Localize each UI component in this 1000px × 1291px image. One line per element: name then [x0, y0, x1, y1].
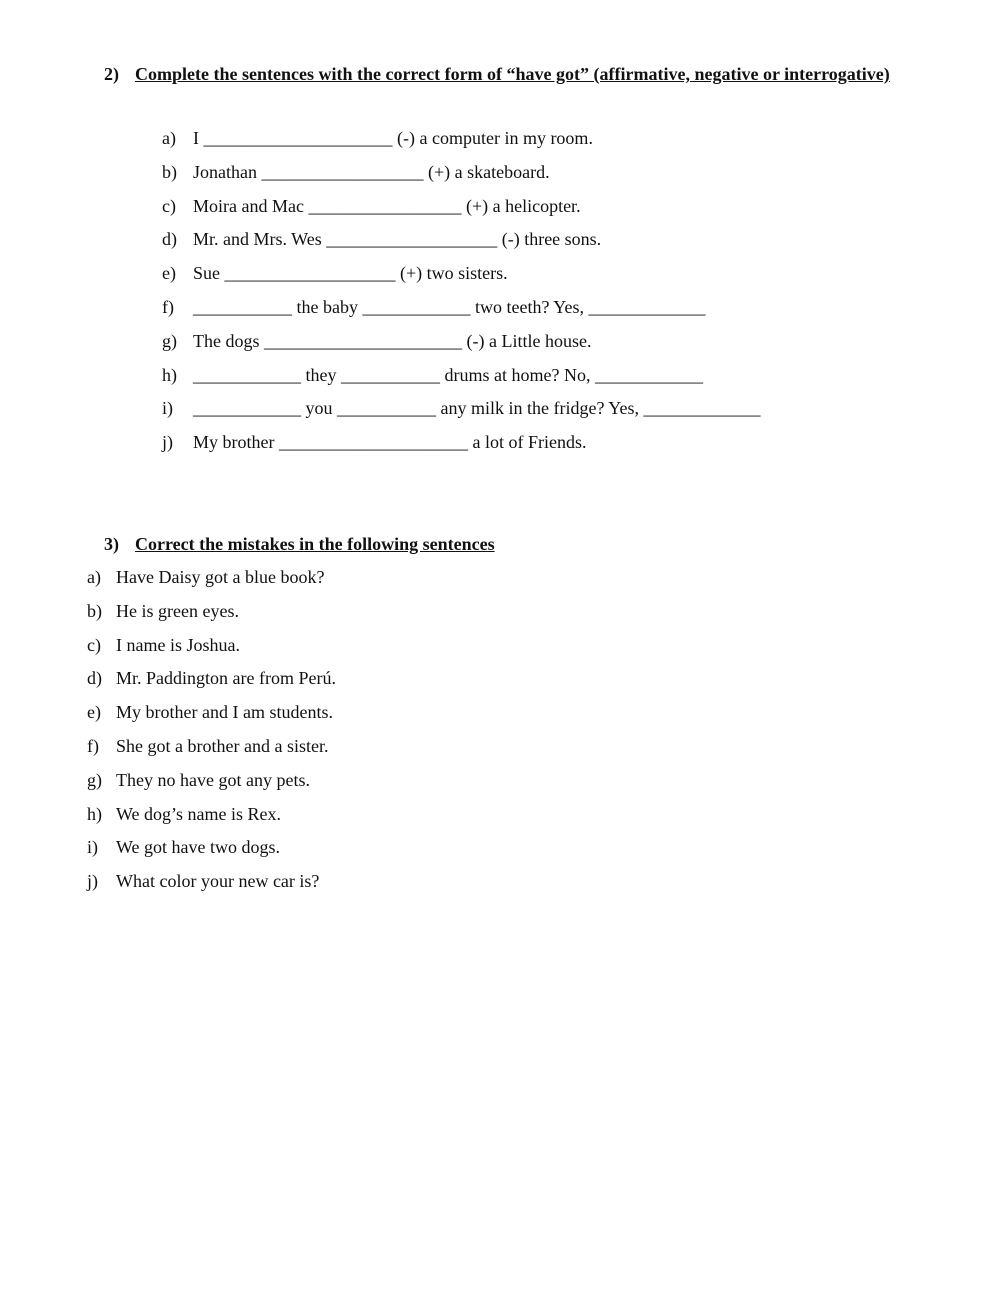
section-2-item-e [162, 257, 922, 291]
section-3-item-g [87, 764, 787, 798]
section-3-heading [104, 529, 495, 559]
section-3-item-j [87, 865, 787, 899]
item-sentence: We got have two dogs. [116, 837, 281, 858]
item-sentence: The dogs ______________________ (-) a Little house. [193, 330, 592, 351]
section-3-item-a [87, 561, 787, 595]
item-sentence: My brother _____________________ a lot of Friends. [193, 432, 587, 453]
section-2-item-c [162, 190, 922, 224]
section-2-heading [104, 58, 940, 91]
item-letter: d) [87, 668, 102, 689]
item-letter: e) [87, 702, 101, 723]
section-2-item-a [162, 122, 922, 156]
item-letter: h) [162, 364, 177, 385]
item-sentence: He is green eyes. [116, 600, 239, 621]
section-2-item-f [162, 291, 922, 325]
item-sentence: What color your new car is? [116, 871, 320, 892]
section-2-item-d [162, 223, 922, 257]
section-3-item-h [87, 798, 787, 832]
item-sentence: Have Daisy got a blue book? [116, 567, 325, 587]
item-letter: h) [87, 803, 102, 824]
item-letter: e) [162, 263, 176, 284]
item-sentence: Moira and Mac _________________ (+) a helicopter. [193, 195, 581, 216]
section-3-item-e [87, 696, 787, 730]
item-letter: j) [87, 871, 98, 892]
section-2-item-b [162, 156, 922, 190]
section-2-item-i [162, 392, 922, 426]
section-3-item-i [87, 831, 787, 865]
item-letter: j) [162, 432, 173, 453]
section-3-instruction: Correct the mistakes in the following sentences [135, 534, 495, 554]
item-letter: c) [87, 634, 101, 655]
item-sentence: I _____________________ (-) a computer in my room. [193, 128, 593, 148]
item-letter: b) [162, 161, 177, 182]
item-letter: i) [87, 837, 98, 858]
item-sentence: ____________ they ___________ drums at home? No, ____________ [193, 364, 703, 385]
item-sentence: Mr. and Mrs. Wes ___________________ (-) three sons. [193, 229, 602, 250]
section-2-item-h [162, 359, 922, 393]
item-sentence: We dog’s name is Rex. [116, 803, 282, 824]
section-2-item-g [162, 325, 922, 359]
section-3-item-b [87, 595, 787, 629]
section-3-number: 3) [104, 534, 119, 554]
item-letter: c) [162, 195, 176, 216]
section-3-list [87, 561, 787, 899]
item-letter: g) [162, 330, 177, 351]
section-3-item-f [87, 730, 787, 764]
section-2-item-j [162, 426, 922, 460]
section-2-list [162, 122, 922, 460]
item-sentence: I name is Joshua. [116, 634, 240, 655]
item-sentence: ____________ you ___________ any milk in the fridge? Yes, _____________ [193, 398, 761, 419]
item-sentence: She got a brother and a sister. [116, 735, 329, 756]
item-letter: d) [162, 229, 177, 250]
item-sentence: ___________ the baby ____________ two teeth? Yes, _____________ [193, 296, 706, 317]
item-sentence: My brother and I am students. [116, 702, 333, 723]
section-2-number: 2) [104, 64, 119, 84]
item-letter: i) [162, 398, 173, 419]
item-letter: f) [162, 296, 174, 317]
item-sentence: They no have got any pets. [116, 769, 310, 790]
section-2-instruction: Complete the sentences with the correct form of “have got” (affirmative, negative or interrogative) [135, 64, 890, 84]
item-sentence: Sue ___________________ (+) two sisters. [193, 263, 508, 284]
item-letter: g) [87, 769, 102, 790]
item-sentence: Mr. Paddington are from Perú. [116, 668, 336, 689]
section-3-item-c [87, 629, 787, 663]
item-letter: b) [87, 600, 102, 621]
item-letter: a) [87, 567, 101, 587]
item-sentence: Jonathan __________________ (+) a skateboard. [193, 161, 550, 182]
item-letter: a) [162, 128, 176, 148]
section-3-item-d [87, 662, 787, 696]
item-letter: f) [87, 735, 99, 756]
